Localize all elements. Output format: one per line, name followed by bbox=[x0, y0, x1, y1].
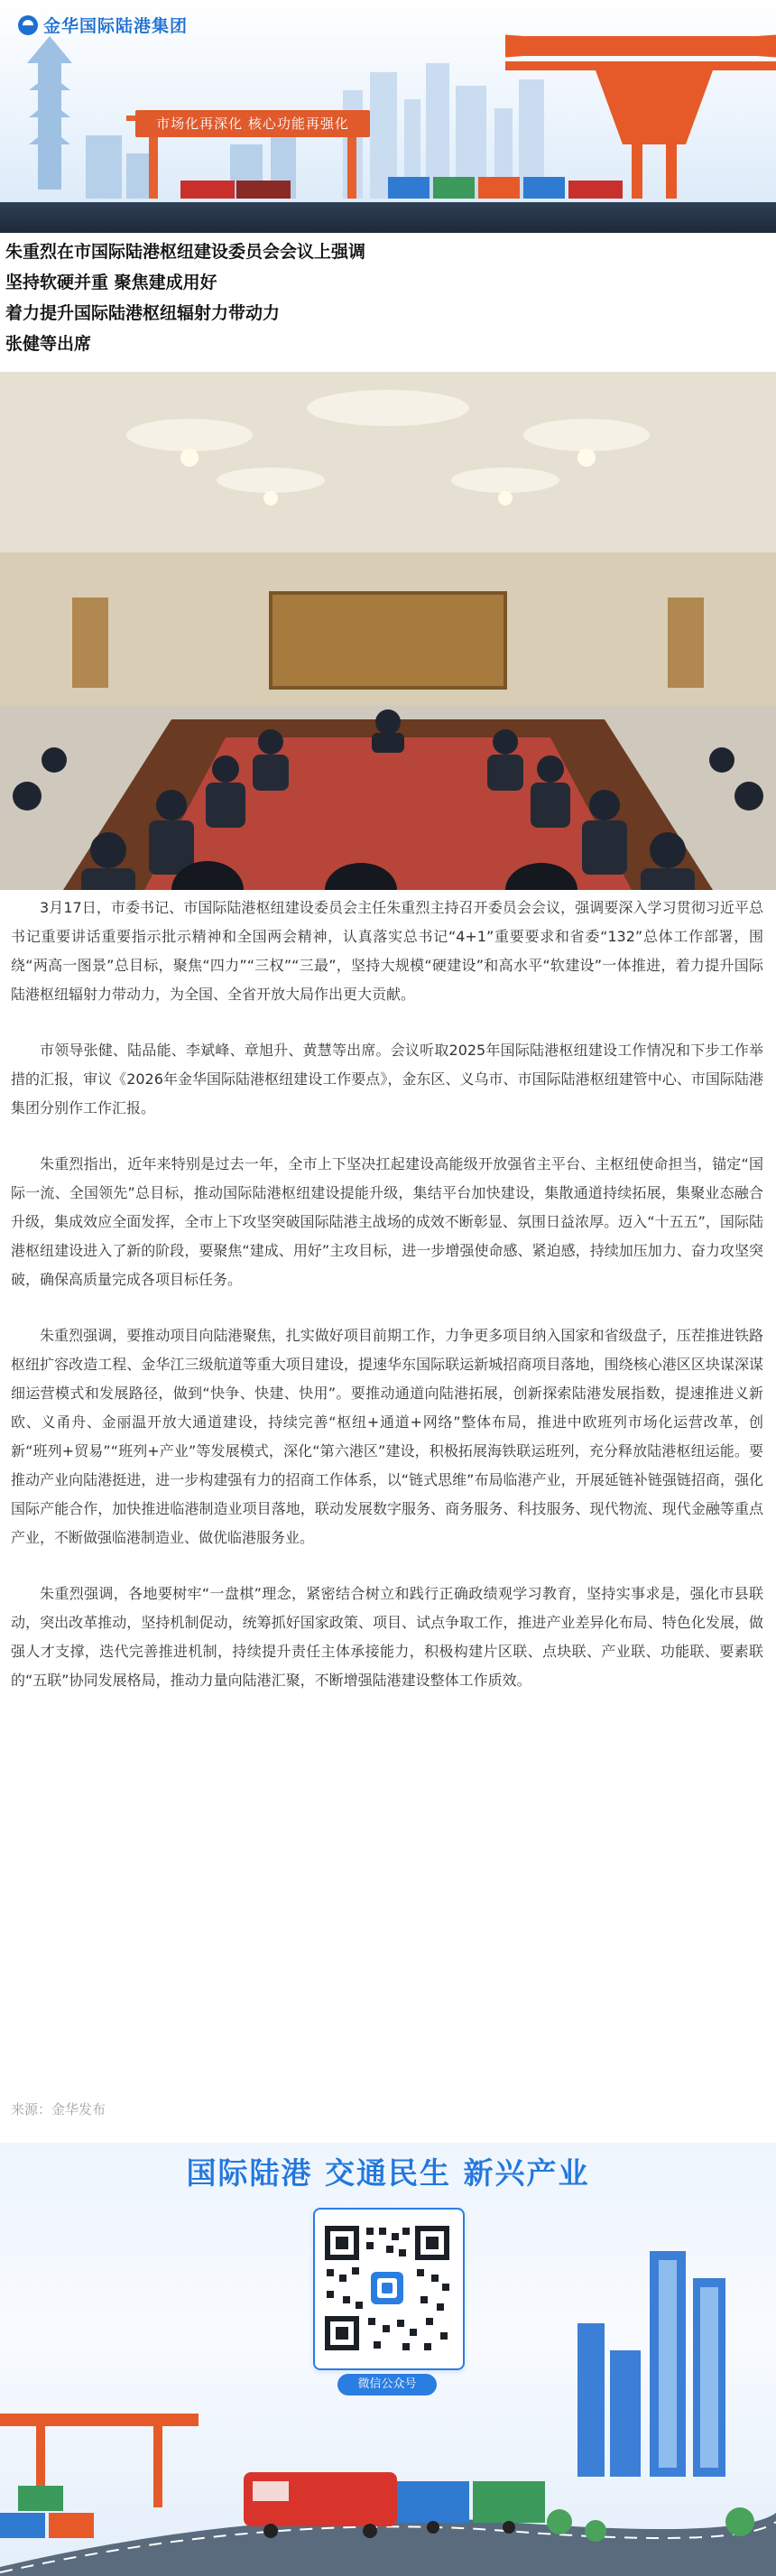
logo-mark-icon bbox=[18, 15, 38, 35]
article-headline bbox=[5, 236, 763, 359]
article-paragraph: 朱重烈强调，各地要树牢“一盘棋”理念，紧密结合树立和践行正确政绩观学习教育，坚持实事求是，强化市县联动，突出改革推动，坚持机制促动，统筹抓好国家政策、项目、试点争取工作，推进产业差异化布局、特色化发展，做强人才支撑，迭代完善推进机制，持续提升责任主体承接能力，积极构建片区联、点块联、产业联、功能联、要素联的“五联”协同发展格局，推动力量向陆港汇聚，不断增强陆港建设整体工作质效。 bbox=[11, 1585, 763, 1689]
banner-slogan: 市场化再深化 核心功能再强化 bbox=[135, 110, 370, 137]
article-paragraph: 市领导张健、陆品能、李斌峰、章旭升、黄慧等出席。会议听取2025年国际陆港枢纽建设工作情况和下步工作举措的汇报，审议《2026年金华国际陆港枢纽建设工作要点》，金东区、义乌市、市国际陆港枢纽建管中心、市国际陆港集团分别作工作汇报。 bbox=[11, 1042, 763, 1117]
headline-line: 着力提升国际陆港枢纽辐射力带动力 bbox=[5, 303, 281, 323]
promo-title: 国际陆港 交通民生 新兴产业 bbox=[186, 2155, 590, 2191]
article-paragraph: 3月17日，市委书记、市国际陆港枢纽建设委员会主任朱重烈主持召开委员会会议，强调要深入学习贯彻习近平总书记重要讲话重要指示批示精神和全国两会精神，认真落实总书记“4+1”重要要求和省委“132”总体工作部署，围绕“两高一图景”总目标，聚焦“四力”“三权”“三最”，坚持大规模“硬建设”和高水平“软建设”一体推进，着力提升国际陆港枢纽辐射力带动力，为全国、全省开放大局作出更大贡献。 bbox=[11, 899, 763, 1003]
qr-caption-label: 微信公众号 bbox=[337, 2374, 437, 2395]
article-body bbox=[11, 894, 763, 1722]
header-banner bbox=[0, 0, 776, 233]
meeting-photo bbox=[0, 372, 776, 890]
footer-promo-banner bbox=[0, 2143, 776, 2576]
brand-logo-text: 金华国际陆港集团 bbox=[43, 16, 189, 36]
qr-code-card[interactable] bbox=[313, 2208, 465, 2370]
qr-code-icon bbox=[319, 2220, 455, 2356]
article-source: 来源：金华发布 bbox=[11, 2101, 106, 2117]
brand-logo bbox=[18, 13, 188, 37]
banner-road-strip bbox=[0, 202, 776, 233]
meeting-photo-illustration bbox=[0, 372, 776, 890]
headline-line: 朱重烈在市国际陆港枢纽建设委员会会议上强调 bbox=[5, 242, 366, 262]
headline-line: 坚持软硬并重 聚焦建成用好 bbox=[5, 273, 217, 292]
article-paragraph: 朱重烈指出，近年来特别是过去一年，全市上下坚决扛起建设高能级开放强省主平台、主枢纽使命担当，锚定“国际一流、全国领先”总目标，推动国际陆港枢纽建设提能升级，集结平台加快建设，集散通道持续拓展，集聚业态融合升级，集成效应全面发挥，全市上下攻坚突破国际陆港主战场的成效不断彰显、氛围日益浓厚。迈入“十五五”，国际陆港枢纽建设进入了新的阶段，要聚焦“建成、用好”主攻目标，进一步增强使命感、紧迫感，持续加压加力、奋力攻坚突破，确保高质量完成各项目标任务。 bbox=[11, 1155, 763, 1288]
headline-line: 张健等出席 bbox=[5, 334, 92, 354]
article-paragraph: 朱重烈强调，要推动项目向陆港聚焦，扎实做好项目前期工作，力争更多项目纳入国家和省级盘子，压茬推进铁路枢纽扩容改造工程、金华江三级航道等重大项目建设，提速华东国际联运新城招商项目落地，围绕核心港区区块谋深谋细运营模式和发展路径，做到“快争、快建、快用”。要推动通道向陆港拓展，创新探索陆港发展指数，提速推进义新欧、义甬舟、金丽温开放大通道建设，持续完善“枢纽+通道+网络”整体布局，推进中欧班列市场化运营改革，创新“班列+贸易”“班列+产业”等发展模式，深化“第六港区”建设，积极拓展海铁联运班列，充分释放陆港枢纽运能。要推动产业向陆港挺进，进一步构建强有力的招商工作体系，以“链式思维”布局临港产业，开展延链补链强链招商，强化国际产能合作，加快推进临港制造业项目落地，联动发展数字服务、商务服务、科技服务、现代物流、现代金融等重点产业，不断做强临港制造业、做优临港服务业。 bbox=[11, 1327, 763, 1546]
